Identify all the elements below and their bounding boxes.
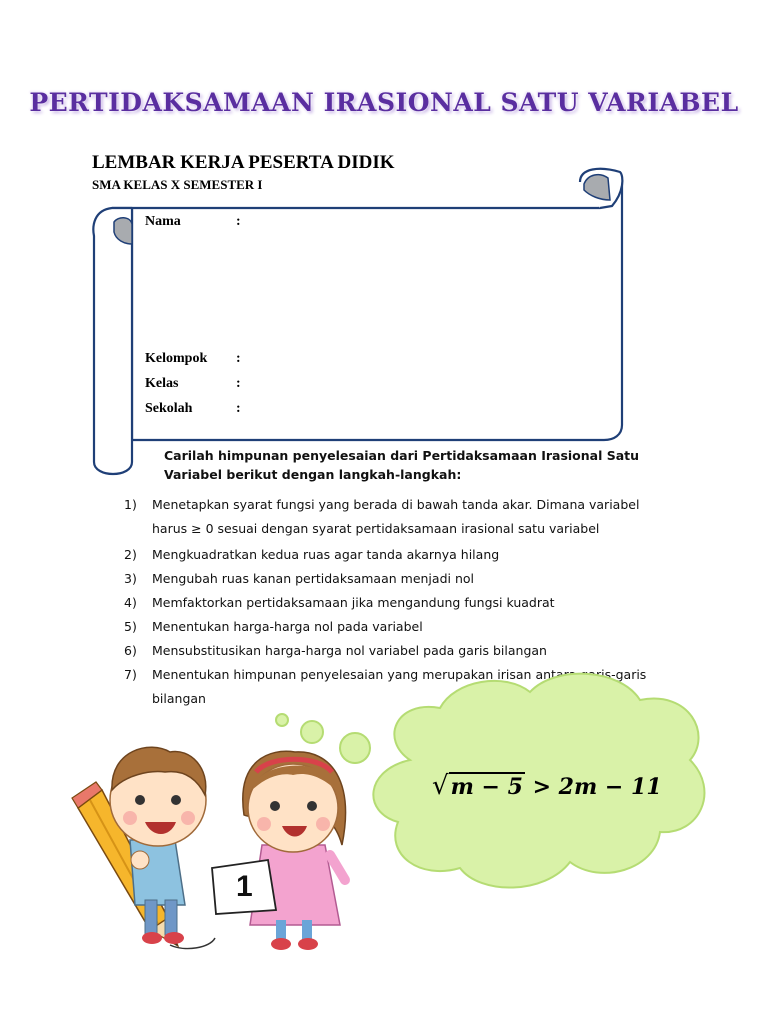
step-number: 4) [124,595,137,610]
step-text: Mengubah ruas kanan pertidaksamaan menjadi nol [152,571,474,586]
class-colon: : [236,376,241,391]
card-number: 1 [236,870,253,903]
step-number: 3) [124,571,137,586]
step-text: Menentukan himpunan penyelesaian yang merupakan irisan antara garis-garis bilangan [152,667,647,706]
instruction-text: Carilah himpunan penyelesaian dari Pertidaksamaan Irasional Satu Variabel berikut dengan langkah-langkah: [164,448,640,482]
worksheet-subheading: SMA KELAS X SEMESTER I [92,177,263,192]
page-title: PERTIDAKSAMAAN IRASIONAL SATU VARIABEL [29,88,739,117]
name-colon: : [236,214,241,229]
step-number: 5) [124,619,137,634]
step-text: Mengkuadratkan kedua ruas agar tanda akarnya hilang [152,547,500,562]
inequality-rhs: > 2m − 11 [524,774,662,800]
square-root-symbol: √ [432,771,449,801]
class-label: Kelas [145,376,179,391]
step-number: 1) [124,497,137,512]
girl-character [243,751,346,950]
name-label: Nama [145,214,181,229]
school-colon: : [236,401,241,416]
step-number: 7) [124,667,137,682]
group-colon: : [236,351,241,366]
step-text: Memfaktorkan pertidaksamaan jika mengandung fungsi kuadrat [152,595,555,610]
step-text: Mensubstitusikan harga-harga nol variabel pada garis bilangan [152,643,547,658]
step-text: Menetapkan syarat fungsi yang berada di bawah tanda akar. Dimana variabel harus ≥ 0 sesuai dengan syarat pertidaksamaan irasional satu variabel [152,497,640,536]
step-number: 2) [124,547,137,562]
worksheet-heading: LEMBAR KERJA PESERTA DIDIK [92,152,395,173]
school-label: Sekolah [145,401,193,416]
step-text: Menentukan harga-harga nol pada variabel [152,619,423,634]
radicand: m − 5 [450,774,523,800]
group-label: Kelompok [145,351,208,366]
step-number: 6) [124,643,137,658]
